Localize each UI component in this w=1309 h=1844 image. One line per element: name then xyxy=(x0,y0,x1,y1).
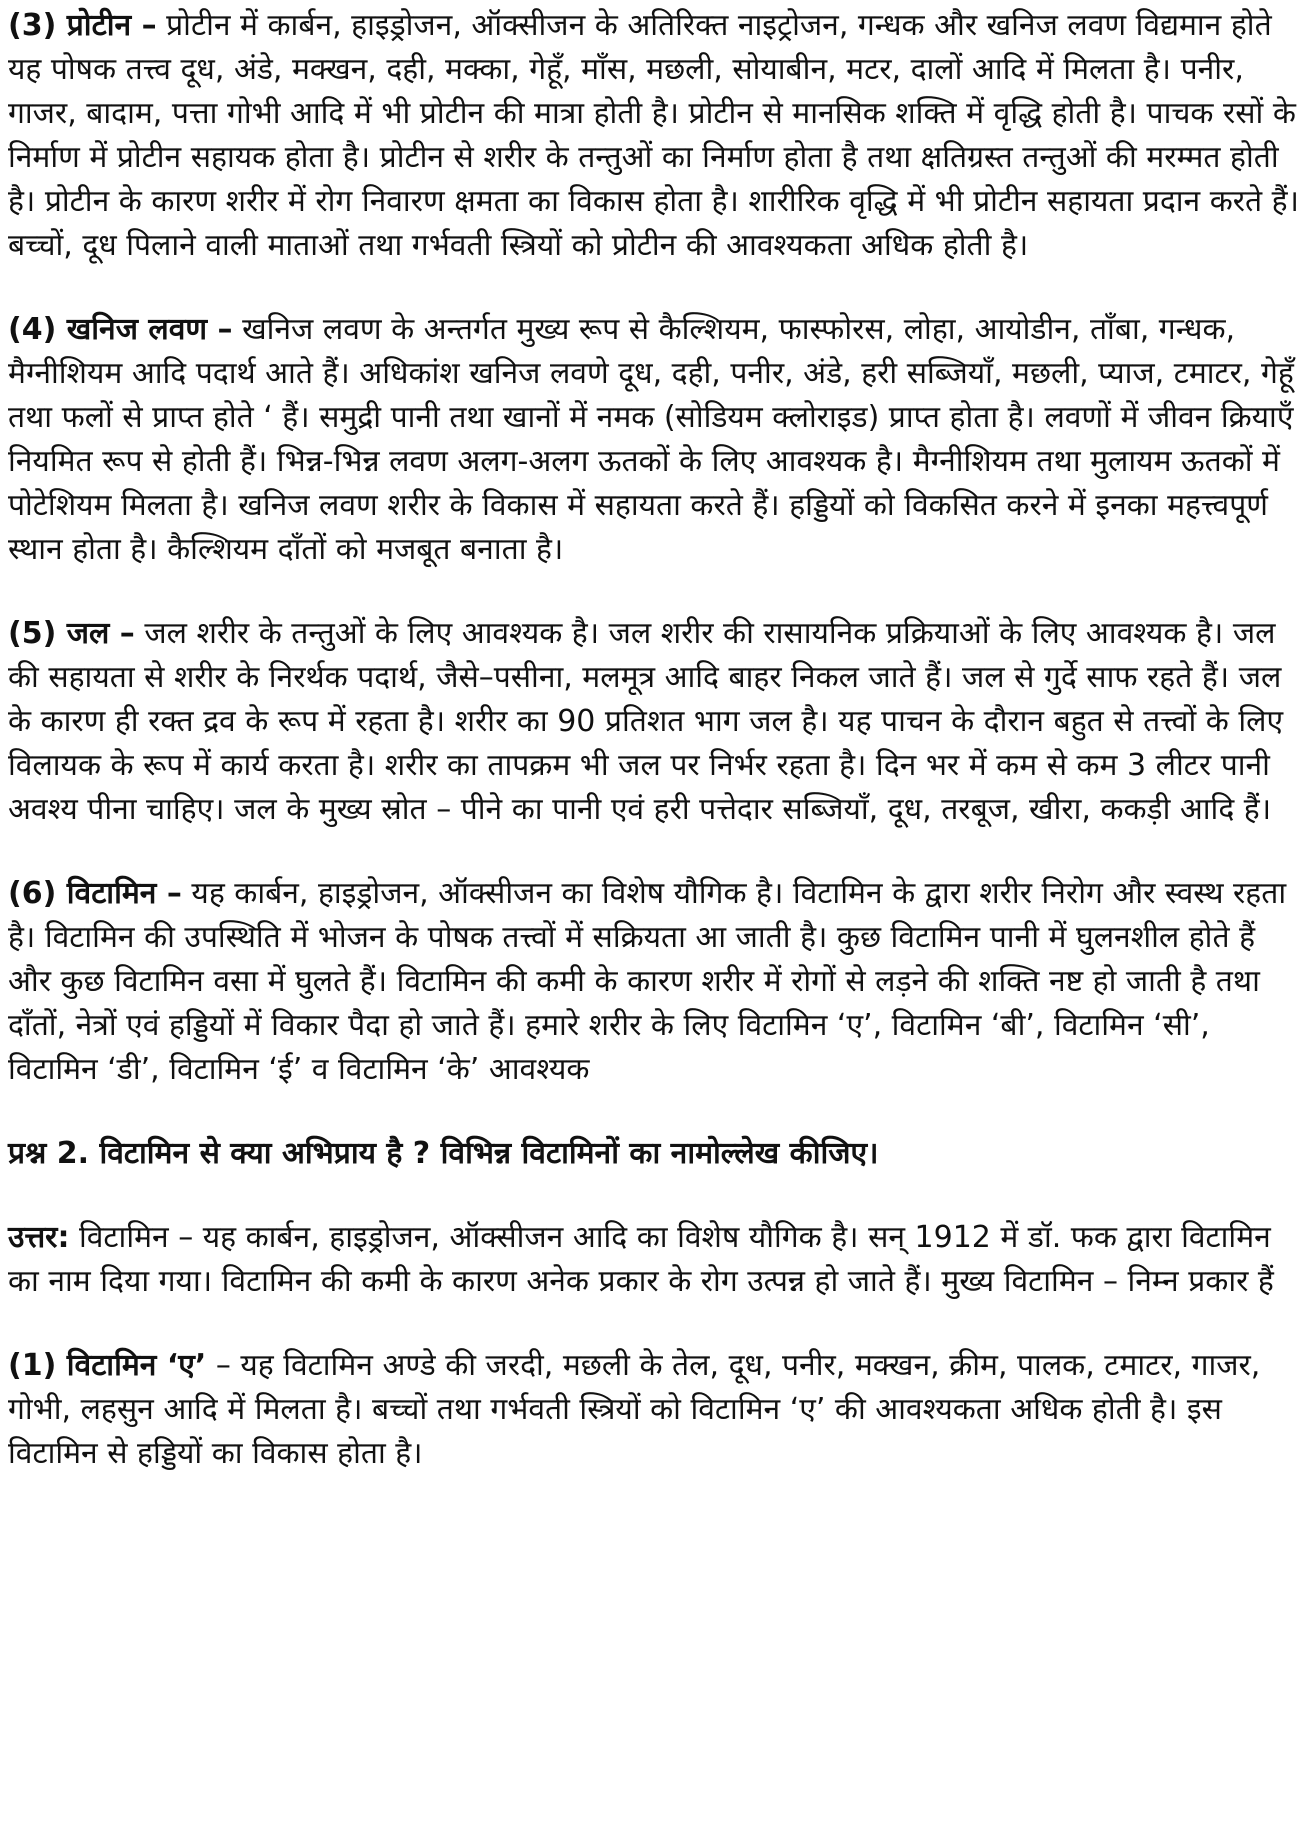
vitamin-a-heading: (1) विटामिन ‘ए’ xyxy=(8,1348,207,1383)
minerals-text: खनिज लवण के अन्तर्गत मुख्य रूप से कैल्शियम, फास्फोरस, लोहा, आयोडीन, ताँबा, गन्धक, मैग्नीशियम आदि पदार्थ आते हैं। अधिकांश खनिज लवणे दूध, दही, पनीर, अंडे, हरी सब्जियाँ, मछली, प्याज, टमाटर, गेहूँ तथा फलों से प्राप्त होते ‘ हैं। समुद्री पानी तथा खानों में नमक (सोडियम क्लोराइड) प्राप्त होता है। लवणों में जीवन क्रियाएँ नियमित रूप से होती हैं। भिन्न-भिन्न लवण अलग-अलग ऊतकों के लिए आवश्यक है। मैग्नीशियम तथा मुलायम ऊतकों में पोटेशियम मिलता है। खनिज लवण शरीर के विकास में सहायता करते हैं। हड्डियों को विकसित करने में इनका महत्त्वपूर्ण स्थान होता है। कैल्शियम दाँतों को मजबूत बनाता है। xyxy=(8,312,1294,567)
protein-text: प्रोटीन में कार्बन, हाइड्रोजन, ऑक्सीजन के अतिरिक्त नाइट्रोजन, गन्धक और खनिज लवण विद्यमान होते यह पोषक तत्त्व दूध, अंडे, मक्खन, दही, मक्का, गेहूँ, माँस, मछली, सोयाबीन, मटर, दालों आदि में मिलता है। पनीर, गाजर, बादाम, पत्ता गोभी आदि में भी प्रोटीन की मात्रा होती है। प्रोटीन से मानसिक शक्ति में वृद्धि होती है। पाचक रसों के निर्माण में प्रोटीन सहायक होता है। प्रोटीन से शरीर के तन्तुओं का निर्माण होता है तथा क्षतिग्रस्त तन्तुओं की मरम्मत होती है। प्रोटीन के कारण शरीर में रोग निवारण क्षमता का विकास होता है। शारीरिक वृद्धि में भी प्रोटीन सहायता प्रदान करते हैं। बच्चों, दूध पिलाने वाली माताओं तथा गर्भवती स्त्रियों को प्रोटीन की आवश्यकता अधिक होती है। xyxy=(8,8,1299,263)
protein-heading: (3) प्रोटीन – xyxy=(8,8,157,43)
minerals-paragraph xyxy=(8,308,1303,572)
answer-text: विटामिन – यह कार्बन, हाइड्रोजन, ऑक्सीजन आदि का विशेष यौगिक है। सन् 1912 में डॉ. फक द्वारा विटामिन का नाम दिया गया। विटामिन की कमी के कारण अनेक प्रकार के रोग उत्पन्न हो जाते हैं। मुख्य विटामिन – निम्न प्रकार हैं xyxy=(8,1220,1274,1299)
question-heading: प्रश्न 2. विटामिन से क्या अभिप्राय है ? विभिन्न विटामिनों का नामोल्लेख कीजिए। xyxy=(8,1136,879,1171)
vitamin-a-paragraph xyxy=(8,1344,1303,1476)
answer-paragraph xyxy=(8,1216,1303,1304)
minerals-heading: (4) खनिज लवण – xyxy=(8,312,233,347)
answer-label: उत्तर: xyxy=(8,1220,70,1255)
vitamin-heading: (6) विटामिन – xyxy=(8,876,182,911)
water-heading: (5) जल – xyxy=(8,616,135,651)
water-paragraph xyxy=(8,612,1303,832)
vitamin-text: यह कार्बन, हाइड्रोजन, ऑक्सीजन का विशेष यौगिक है। विटामिन के द्वारा शरीर निरोग और स्वस्थ रहता है। विटामिन की उपस्थिति में भोजन के पोषक तत्त्वों में सक्रियता आ जाती है। कुछ विटामिन पानी में घुलनशील होते हैं और कुछ विटामिन वसा में घुलते हैं। विटामिन की कमी के कारण शरीर में रोगों से लड़ने की शक्ति नष्ट हो जाती है तथा दाँतों, नेत्रों एवं हड्डियों में विकार पैदा हो जाते हैं। हमारे शरीर के लिए विटामिन ‘ए’, विटामिन ‘बी’, विटामिन ‘सी’, विटामिन ‘डी’, विटामिन ‘ई’ व विटामिन ‘के’ आवश्यक xyxy=(8,876,1287,1087)
vitamin-paragraph xyxy=(8,872,1303,1092)
water-text: जल शरीर के तन्तुओं के लिए आवश्यक है। जल शरीर की रासायनिक प्रक्रियाओं के लिए आवश्यक है। जल की सहायता से शरीर के निरर्थक पदार्थ, जैसे–पसीना, मलमूत्र आदि बाहर निकल जाते हैं। जल से गुर्दे साफ रहते हैं। जल के कारण ही रक्त द्रव के रूप में रहता है। शरीर का 90 प्रतिशत भाग जल है। यह पाचन के दौरान बहुत से तत्त्वों के लिए विलायक के रूप में कार्य करता है। शरीर का तापक्रम भी जल पर निर्भर रहता है। दिन भर में कम से कम 3 लीटर पानी अवश्य पीना चाहिए। जल के मुख्य स्रोत – पीने का पानी एवं हरी पत्तेदार सब्जियाँ, दूध, तरबूज, खीरा, ककड़ी आदि हैं। xyxy=(8,616,1284,827)
vitamin-a-text: – यह विटामिन अण्डे की जरदी, मछली के तेल, दूध, पनीर, मक्खन, क्रीम, पालक, टमाटर, गाजर, गोभी, लहसुन आदि में मिलता है। बच्चों तथा गर्भवती स्त्रियों को विटामिन ‘ए’ की आवश्यकता अधिक होती है। इस विटामिन से हड्डियों का विकास होता है। xyxy=(8,1348,1261,1471)
protein-paragraph xyxy=(8,4,1303,268)
